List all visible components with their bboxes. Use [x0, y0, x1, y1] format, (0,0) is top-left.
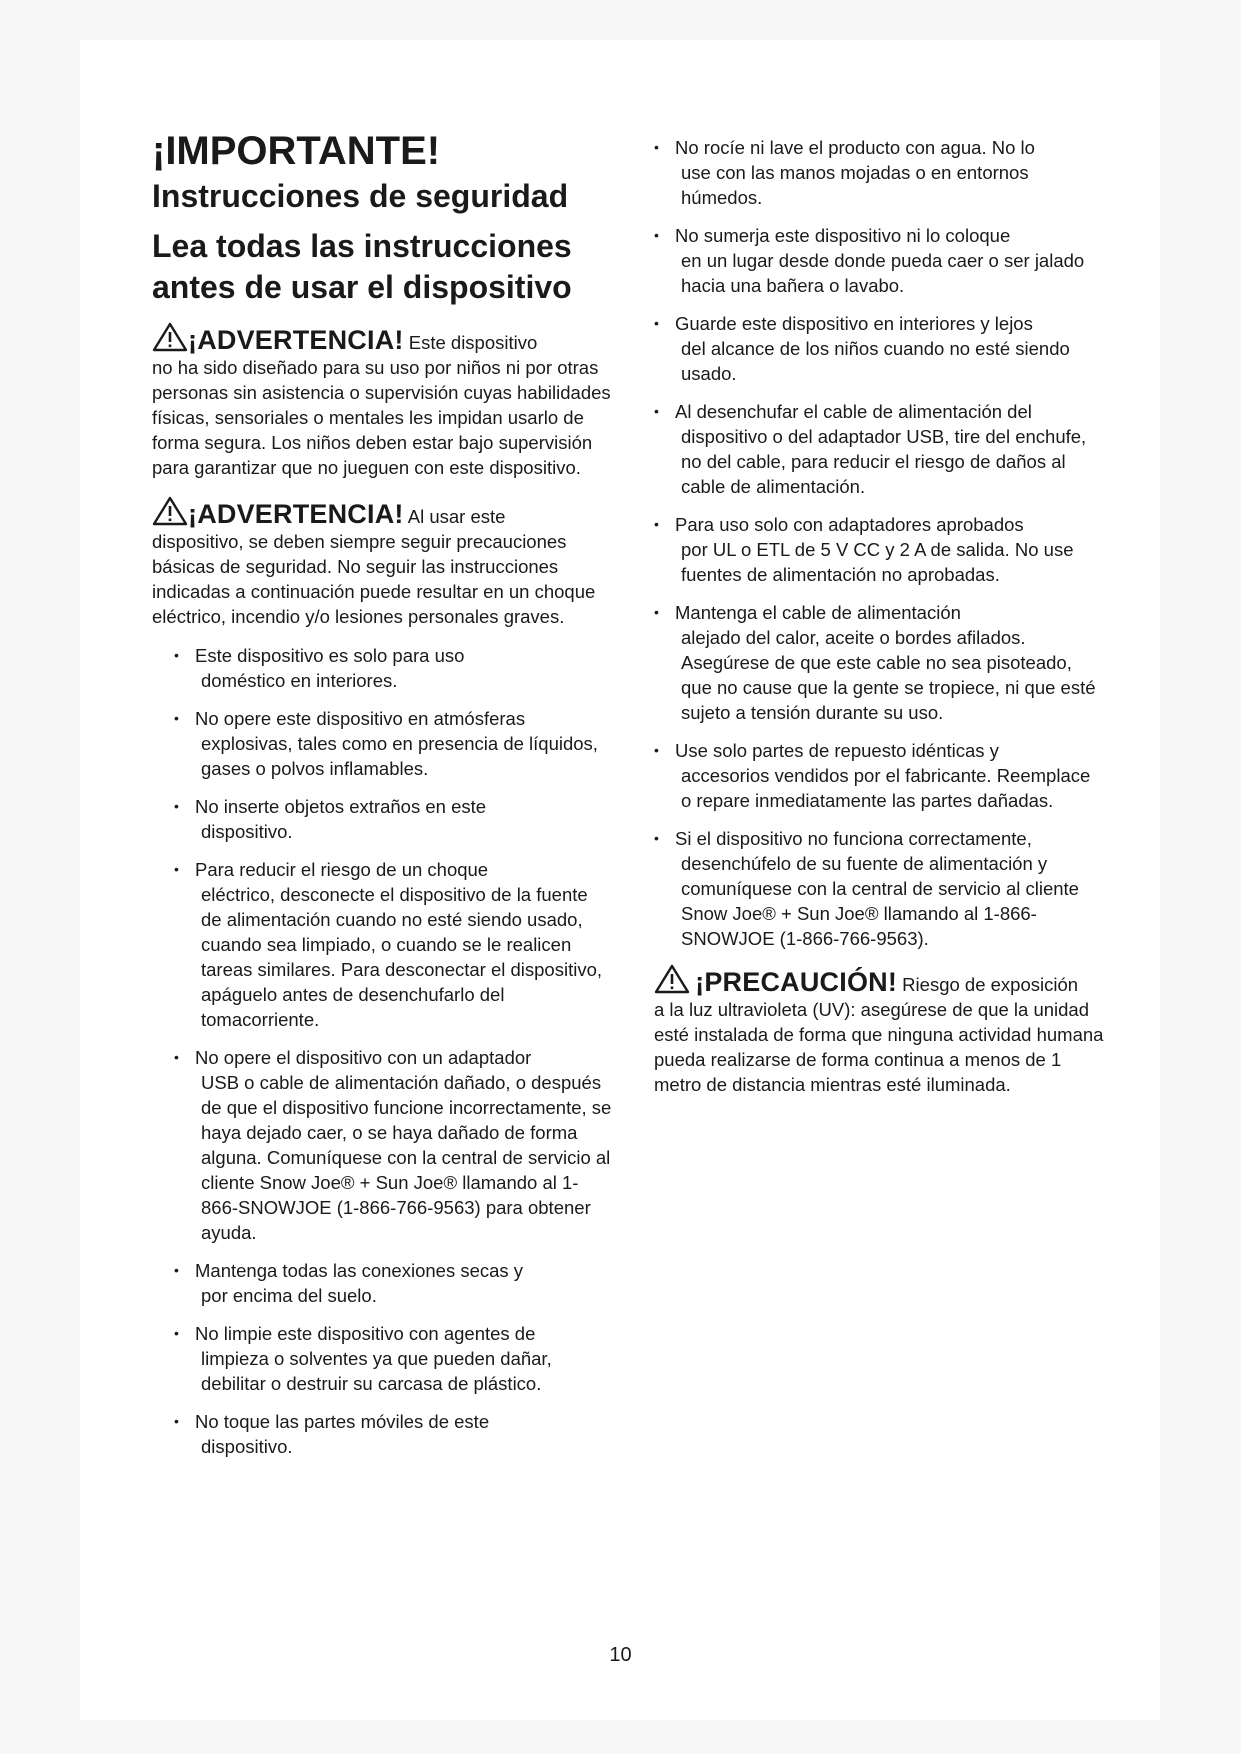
bullet: •: [654, 403, 659, 419]
bullet: •: [654, 516, 659, 532]
bullet: •: [654, 742, 659, 758]
page-number: 10: [609, 1644, 632, 1666]
list-item: • No limpie este dispositivo con agentes de limpieza o solventes ya que pueden dañar, debilitar o destruir su carcasa de plástico.: [174, 1323, 552, 1394]
list-item: • Para reducir el riesgo de un choque eléctrico, desconecte el dispositivo de la fuente de alimentación cuando no esté siendo usado, cuando sea limpiado, o cuando se le realicen tareas similares. Para desconectar el dispositivo, apáguelo antes de desenchufarlo del tomacorriente.: [174, 859, 603, 1030]
warning-body: no ha sido diseñado para su uso por niños ni por otras personas sin asistencia o supervisión cuyas habilidades físicas, sensoriales o mentales les impidan usarlo de forma segura. Los niños deben estar bajo supervisión para garantizar que no jueguen con este dispositivo.: [152, 357, 611, 478]
warning-triangle-icon: [654, 964, 690, 994]
safety-instructions-heading: Instrucciones de seguridad: [152, 178, 569, 214]
list-item: • Mantenga el cable de alimentación alejado del calor, aceite o bordes afilados. Asegúrese de que este cable no sea pisoteado, que no cause que la gente se tropiece, ni que esté sujeto a tensión durante su uso.: [654, 602, 1096, 723]
warning-label: ¡ADVERTENCIA!: [188, 325, 404, 355]
warning-body: dispositivo, se deben siempre seguir precauciones básicas de seguridad. No seguir las instrucciones indicadas a continuación puede resultar en un choque eléctrico, incendio y/o lesiones personales graves.: [152, 531, 596, 627]
list-item: • No opere el dispositivo con un adaptador USB o cable de alimentación dañado, o después de que el dispositivo funcione incorrectamente, se haya dejado caer, o se haya dañado de forma alguna. Comuníquese con la central de servicio al cliente Snow Joe® + Sun Joe® llamando al 1-866-SNOWJOE (1-866-766-9563) para obtener ayuda.: [174, 1047, 612, 1243]
bullet: •: [654, 139, 659, 155]
bullet: •: [174, 1325, 179, 1341]
left-column: [152, 128, 612, 1472]
bullet: •: [654, 830, 659, 846]
list-item: • No opere este dispositivo en atmósferas explosivas, tales como en presencia de líquidos, gases o polvos inflamables.: [174, 708, 598, 779]
caution-body: a la luz ultravioleta (UV): asegúrese de que la unidad esté instalada de forma que ninguna actividad humana pueda realizarse de forma continua a menos de 1 metro de distancia mientras esté iluminada.: [654, 999, 1104, 1095]
list-item: • Este dispositivo es solo para uso doméstico en interiores.: [174, 645, 465, 691]
list-item: • No sumerja este dispositivo ni lo coloque en un lugar desde donde pueda caer o ser jalado hacia una bañera o lavabo.: [654, 225, 1085, 296]
list-item: • No inserte objetos extraños en este dispositivo.: [174, 796, 487, 842]
bullet: •: [174, 1049, 179, 1065]
caution-block: [654, 964, 1104, 1097]
caution-label: ¡PRECAUCIÓN!: [695, 967, 898, 997]
warning-block-2: [152, 496, 612, 629]
read-all-line2: antes de usar el dispositivo: [152, 269, 572, 305]
list-item: • Si el dispositivo no funciona correctamente, desenchúfelo de su fuente de alimentación y comuníquese con la central de servicio al cliente Snow Joe® + Sun Joe® llamando al 1-866-SNOWJOE (1-866-766-9563).: [654, 828, 1079, 949]
list-item: • Guarde este dispositivo en interiores y lejos del alcance de los niños cuando no esté siendo usado.: [654, 313, 1070, 384]
list-item: • Use solo partes de repuesto idénticas y accesorios vendidos por el fabricante. Reemplace o repare inmediatamente las partes dañadas.: [654, 740, 1091, 811]
bullet: •: [174, 861, 179, 877]
warning-block-1: [152, 322, 612, 480]
important-heading: ¡IMPORTANTE!: [152, 129, 441, 173]
right-safety-list: [654, 135, 1104, 951]
bullet: •: [174, 647, 179, 663]
warning-triangle-icon: [152, 322, 188, 352]
bullet: •: [654, 315, 659, 331]
bullet: •: [174, 1262, 179, 1278]
list-item: • No rocíe ni lave el producto con agua. No lo use con las manos mojadas o en entornos húmedos.: [654, 137, 1035, 208]
bullet: •: [174, 1413, 179, 1429]
left-safety-list: [174, 643, 612, 1459]
bullet: •: [654, 604, 659, 620]
read-all-heading: [152, 226, 612, 308]
list-item: • No toque las partes móviles de este dispositivo.: [174, 1411, 490, 1457]
list-item: • Mantenga todas las conexiones secas y por encima del suelo.: [174, 1260, 524, 1306]
caution-lead: Riesgo de exposición: [897, 974, 1079, 995]
list-item: • Al desenchufar el cable de alimentación del dispositivo o del adaptador USB, tire del enchufe, no del cable, para reducir el riesgo de daños al cable de alimentación.: [654, 401, 1087, 497]
bullet: •: [654, 227, 659, 243]
warning-triangle-icon: [152, 496, 188, 526]
list-item: • Para uso solo con adaptadores aprobados por UL o ETL de 5 V CC y 2 A de salida. No use fuentes de alimentación no aprobadas.: [654, 514, 1074, 585]
warning-lead: Al usar este: [403, 506, 506, 527]
warning-lead: Este dispositivo: [403, 332, 538, 353]
bullet: •: [174, 798, 179, 814]
bullet: •: [174, 710, 179, 726]
warning-label: ¡ADVERTENCIA!: [188, 499, 404, 529]
read-all-line1: Lea todas las instrucciones: [152, 228, 572, 264]
right-column: [654, 135, 1104, 1097]
